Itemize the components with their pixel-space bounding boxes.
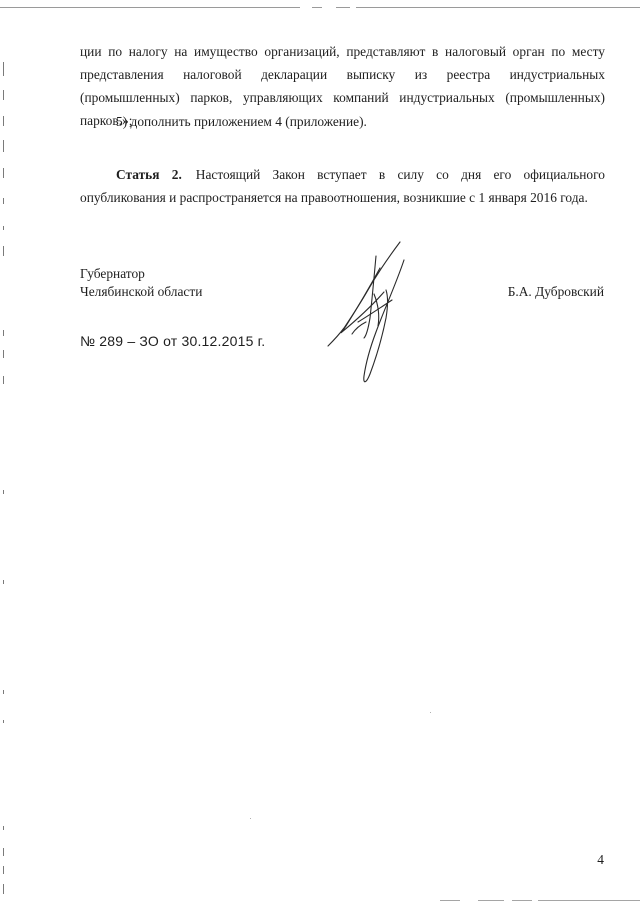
governor-title: [80, 265, 202, 301]
scan-top-border: [0, 7, 640, 8]
scan-speck: [250, 818, 251, 819]
page-number: 4: [597, 852, 604, 867]
law-number-date: № 289 – ЗО от 30.12.2015 г.: [80, 333, 266, 349]
governor-title-line-2: Челябинской области: [80, 284, 203, 299]
paragraph-continuation: ции по налогу на имущество организаций, представляют в налоговый орган по месту представления налоговой декларации выписку из реестра индустриальных (промышленных) парков, управляющих компаний индустриальных (промышленных) парков.»;: [80, 44, 605, 128]
article-text: Настоящий Закон вступает в силу со дня его официального опубликования и распространяется на правоотношения, возникшие с 1 января 2016 года.: [80, 167, 605, 205]
signatory-name: Б.А. Дубровский: [507, 284, 604, 299]
paragraph-item-5: 5) дополнить приложением 4 (приложение).: [116, 114, 367, 129]
article-label: Статья 2.: [116, 167, 182, 182]
scan-bottom-border: [0, 900, 640, 901]
article-2: [80, 163, 605, 209]
scan-margin-marks: [0, 0, 10, 905]
governor-title-line-1: Губернатор: [80, 266, 145, 281]
scan-speck: [430, 712, 431, 713]
handwritten-signature: [318, 238, 418, 388]
